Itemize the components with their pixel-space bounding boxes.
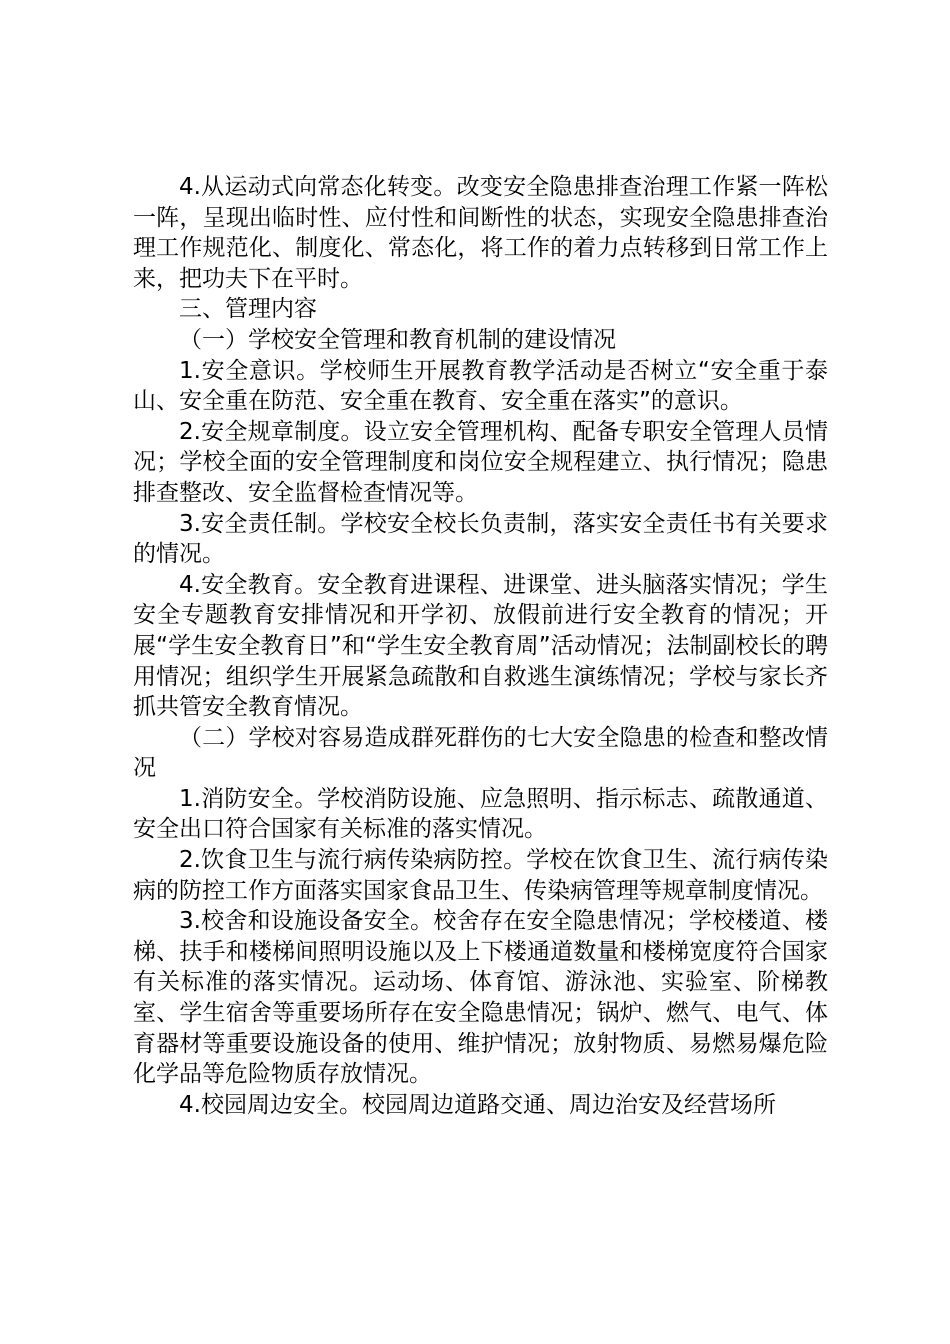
paragraph-shift-to-normalization: 4.从运动式向常态化转变。改变安全隐患排查治理工作紧一阵松一阵，呈现出临时性、应付性和间断性的状态，实现安全隐患排查治理工作规范化、制度化、常态化，将工作的着力点转移到日常工作上来，把功夫下在平时。: [133, 174, 828, 292]
paragraph-campus-surroundings: 4.校园周边安全。校园周边道路交通、周边治安及经营场所: [179, 1091, 776, 1118]
paragraph-safety-rules: 2.安全规章制度。设立安全管理机构、配备专职安全管理人员情况；学校全面的安全管理制度和岗位安全规程建立、执行情况；隐患排查整改、安全监督检查情况等。: [133, 418, 828, 506]
paragraph-food-hygiene: 2.饮食卫生与流行病传染病防控。学校在饮食卫生、流行病传染病的防控工作方面落实国家食品卫生、传染病管理等规章制度情况。: [133, 847, 828, 904]
paragraph-safety-awareness: 1.安全意识。学校师生开展教育教学活动是否树立“安全重于泰山、安全重在防范、安全重在教育、安全重在落实”的意识。: [133, 357, 828, 415]
subsection-heading-mechanism: （一）学校安全管理和教育机制的建设情况: [179, 326, 616, 353]
subsection-heading-seven-hazards: （二）学校对容易造成群死群伤的七大安全隐患的检查和整改情况: [133, 724, 828, 782]
paragraph-safety-education: 4.安全教育。安全教育进课程、进课堂、进头脑落实情况；学生安全专题教育安排情况和开学初、放假前进行安全教育的情况；开展“学生安全教育日”和“学生安全教育周”活动情况；法制副校长的聘用情况；组织学生开展紧急疏散和自救逃生演练情况；学校与家长齐抓共管安全教育情况。: [133, 571, 828, 721]
paragraph-responsibility-system: 3.安全责任制。学校安全校长负责制，落实安全责任书有关要求的情况。: [133, 510, 828, 568]
paragraph-fire-safety: 1.消防安全。学校消防设施、应急照明、指示标志、疏散通道、安全出口符合国家有关标准的落实情况。: [133, 785, 828, 843]
paragraph-building-safety: 3.校舍和设施设备安全。校舍存在安全隐患情况；学校楼道、楼梯、扶手和楼梯间照明设施以及上下楼通道数量和楼梯宽度符合国家有关标准的落实情况。运动场、体育馆、游泳池、实验室、阶梯教室、学生宿舍等重要场所存在安全隐患情况；锅炉、燃气、电气、体育器材等重要设施设备的使用、维护情况；放射物质、易燃易爆危险化学品等危险物质存放情况。: [133, 908, 828, 1088]
section-heading-management-content: 三、管理内容: [179, 296, 317, 323]
document-body: [133, 172, 828, 1120]
